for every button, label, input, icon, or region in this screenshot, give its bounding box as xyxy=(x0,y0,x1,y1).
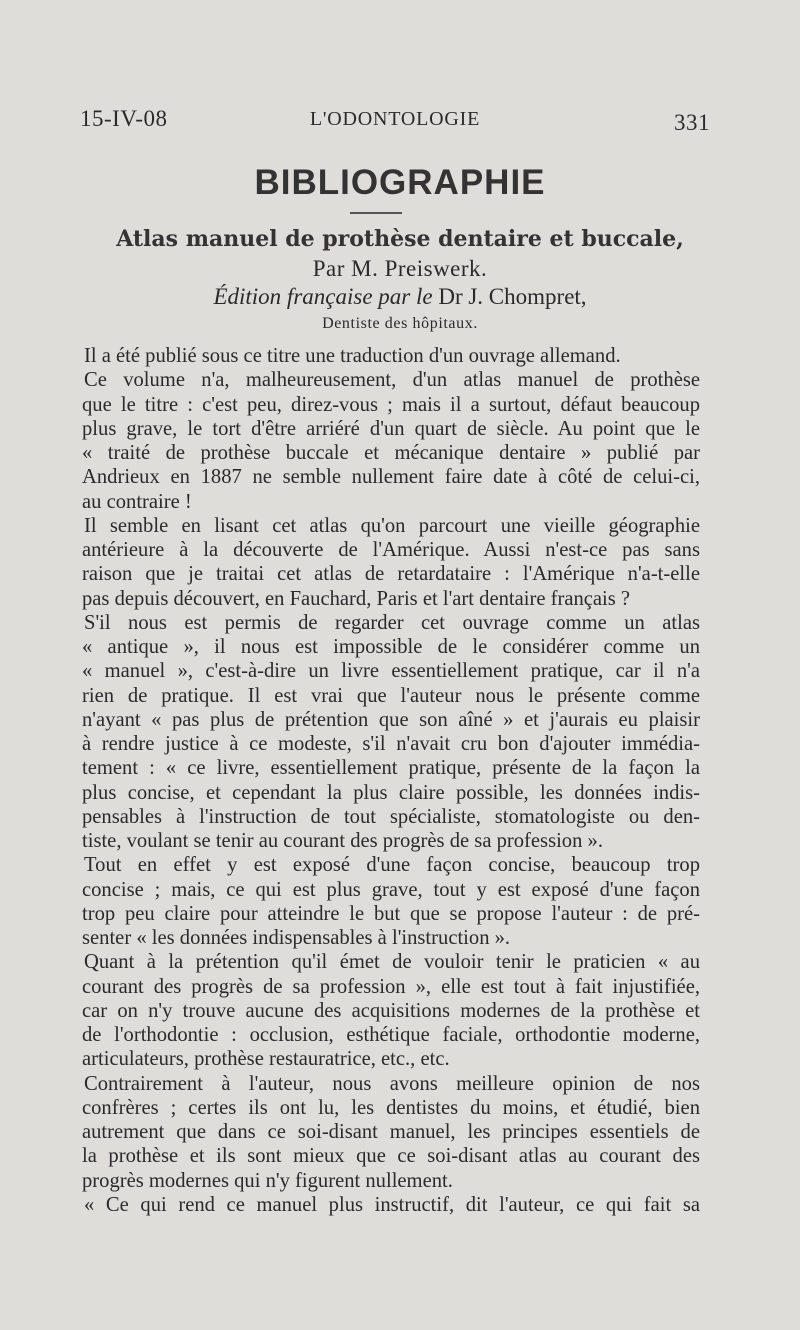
text-line: autrement que dans ce soi-disant manuel, les principes essentiels de xyxy=(82,1121,700,1143)
text-line: « antique », il nous est impossible de le considérer comme un xyxy=(82,636,700,658)
text-line: pas depuis découvert, en Fauchard, Paris et l'art dentaire français ? xyxy=(82,587,631,610)
text-line: plus grave, le tort d'être arriéré d'un quart de siècle. Au point que le xyxy=(82,417,700,440)
edition-name: Dr J. Chompret, xyxy=(432,284,587,309)
text-line: confrères ; certes ils ont lu, les dentistes du moins, et étudié, bien xyxy=(82,1096,700,1119)
issue-date: 15-IV-08 xyxy=(80,106,168,131)
book-edition xyxy=(0,284,800,310)
text-line: tiste, voulant se tenir au courant des progrès de sa profession ». xyxy=(82,830,603,852)
text-line: pensables à l'instruction de tout spécialiste, stomatologiste ou den- xyxy=(82,805,700,828)
text-line: « traité de prothèse buccale et mécanique dentaire » publié par xyxy=(82,442,700,464)
text-line: plus concise, et cependant la plus claire possible, les données indis- xyxy=(82,781,700,804)
text-line: au contraire ! xyxy=(82,490,192,513)
book-author: Par M. Preiswerk. xyxy=(312,256,488,281)
text-line: courant des progrès de sa profession », elle est tout à fait injustifiée, xyxy=(82,975,700,998)
text-line: de l'orthodontie : occlusion, esthétique faciale, orthodontie moderne, xyxy=(82,1024,700,1046)
text-line: progrès modernes qui n'y figurent nullement. xyxy=(82,1169,453,1192)
text-line: à rendre justice à ce modeste, s'il n'avait cru bon d'ajouter immédia- xyxy=(82,733,700,755)
editor-role: Dentiste des hôpitaux. xyxy=(322,315,478,332)
text-line: articulateurs, prothèse restauratrice, etc., etc. xyxy=(82,1048,450,1071)
text-line: raison que je traitai cet atlas de retardataire : l'Amérique n'a-t-elle xyxy=(82,563,700,586)
text-line: trop peu claire pour atteindre le but que se propose l'auteur : de pré- xyxy=(82,902,700,925)
text-line: Quant à la prétention qu'il émet de vouloir tenir le praticien « au xyxy=(84,951,700,974)
text-line: la prothèse et ils sont mieux que ce soi-disant atlas au courant des xyxy=(82,1145,700,1168)
edition-prefix: Édition française par le xyxy=(213,284,433,309)
title-divider xyxy=(350,212,402,214)
text-line: Ce volume n'a, malheureusement, d'un atlas manuel de prothèse xyxy=(84,369,700,392)
running-header xyxy=(80,106,710,136)
text-line: car on n'y trouve aucune des acquisitions modernes de la prothèse et xyxy=(82,999,700,1022)
section-title: BIBLIOGRAPHIE xyxy=(254,163,546,202)
text-line: antérieure à la découverte de l'Amérique. Aussi n'est-ce pas sans xyxy=(82,539,700,561)
text-line: concise ; mais, ce qui est plus grave, tout y est exposé d'une façon xyxy=(82,878,700,901)
text-line: tement : « ce livre, essentiellement pratique, présente de la façon la xyxy=(82,757,700,780)
page-number: 331 xyxy=(674,110,710,135)
text-line: « manuel », c'est-à-dire un livre essentiellement pratique, car il n'a xyxy=(82,660,700,683)
text-line: Il semble en lisant cet atlas qu'on parcourt une vieille géographie xyxy=(84,514,700,537)
journal-name: L'ODONTOLOGIE xyxy=(309,108,481,130)
text-line: Il a été publié sous ce titre une traduction d'un ouvrage allemand. xyxy=(84,345,621,367)
text-line: senter « les données indispensables à l'instruction ». xyxy=(82,927,511,949)
book-title: Atlas manuel de prothèse dentaire et buccale, xyxy=(116,226,684,252)
body-text xyxy=(82,344,700,1217)
text-line: Andrieux en 1887 ne semble nullement faire date à côté de celui-ci, xyxy=(82,466,700,489)
text-line: S'il nous est permis de regarder cet ouvrage comme un atlas xyxy=(84,611,700,634)
text-line: « Ce qui rend ce manuel plus instructif, dit l'auteur, ce qui fait sa xyxy=(84,1193,700,1216)
text-line: rien de pratique. Il est vrai que l'auteur nous le présente comme xyxy=(82,684,700,707)
text-line: Contrairement à l'auteur, nous avons meilleure opinion de nos xyxy=(84,1072,700,1095)
text-line: que le titre : c'est peu, direz-vous ; mais il a surtout, défaut beaucoup xyxy=(82,393,700,416)
text-line: n'ayant « pas plus de prétention que son aîné » et j'aurais eu plaisir xyxy=(82,708,700,731)
text-line: Tout en effet y est exposé d'une façon concise, beaucoup trop xyxy=(84,854,700,877)
